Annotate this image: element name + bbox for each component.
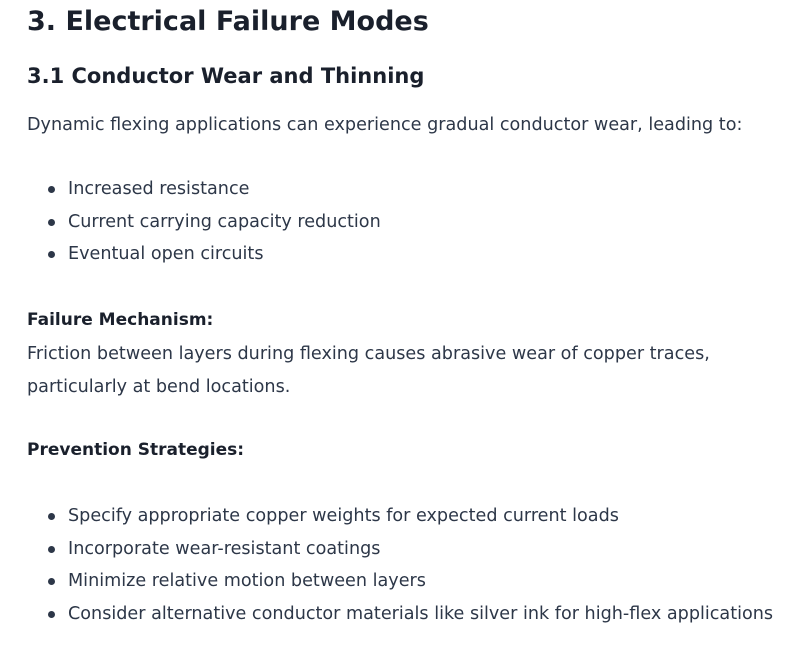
list-item-text: Incorporate wear-resistant coatings — [68, 538, 381, 559]
failure-mechanism-label: Failure Mechanism: — [27, 310, 214, 330]
paragraph-line: Friction between layers during flexing causes abrasive wear of copper traces, — [27, 344, 710, 364]
list-item — [27, 598, 773, 631]
bullet-icon — [48, 513, 55, 520]
list-item — [27, 533, 773, 566]
paragraph-line: particularly at bend locations. — [27, 376, 291, 397]
bullet-icon — [48, 186, 55, 193]
bullet-icon — [48, 578, 55, 585]
list-item — [27, 238, 381, 271]
bullet-icon — [48, 251, 55, 258]
bullet-icon — [48, 219, 55, 226]
section-heading: 3. Electrical Failure Modes — [27, 6, 429, 37]
bullet-icon — [48, 611, 55, 618]
effects-list — [27, 173, 381, 271]
prevention-strategies-label: Prevention Strategies: — [27, 440, 245, 460]
failure-mechanism-paragraph — [27, 338, 710, 403]
list-item-text: Consider alternative conductor materials like silver ink for high-flex applications — [68, 603, 774, 624]
list-item — [27, 173, 381, 206]
list-item-text: Current carrying capacity reduction — [68, 211, 381, 232]
bullet-icon — [48, 546, 55, 553]
list-item — [27, 206, 381, 239]
list-item — [27, 565, 773, 598]
list-item-text: Minimize relative motion between layers — [68, 571, 426, 591]
intro-paragraph: Dynamic flexing applications can experience gradual conductor wear, leading to: — [27, 115, 743, 135]
prevention-list — [27, 500, 773, 630]
list-item — [27, 500, 773, 533]
list-item-text: Eventual open circuits — [68, 244, 264, 264]
subsection-heading: 3.1 Conductor Wear and Thinning — [27, 64, 425, 88]
list-item-text: Specify appropriate copper weights for expected current loads — [68, 506, 619, 526]
list-item-text: Increased resistance — [68, 179, 250, 199]
